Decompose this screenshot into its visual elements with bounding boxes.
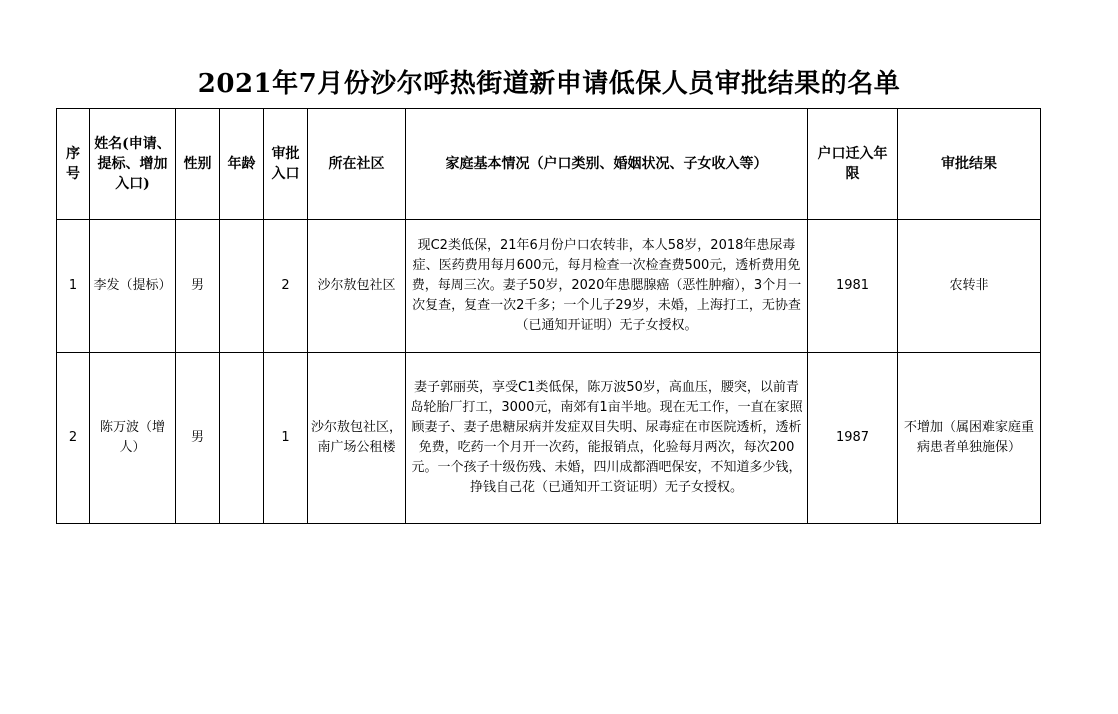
header-name: 姓名(申请、提标、增加入口): [90, 109, 176, 220]
cell-seq: 2: [57, 353, 90, 524]
cell-hukou-year: 1987: [808, 353, 898, 524]
page-title: 2021年7月份沙尔呼热街道新申请低保人员审批结果的名单: [197, 69, 901, 99]
header-family: 家庭基本情况（户口类别、婚姻状况、子女收入等）: [406, 109, 808, 220]
cell-community: 沙尔敖包社区: [308, 220, 406, 353]
header-community: 所在社区: [308, 109, 406, 220]
cell-age: [220, 353, 264, 524]
header-age: 年龄: [220, 109, 264, 220]
cell-family: 现C2类低保，21年6月份户口农转非，本人58岁，2018年患尿毒症、医药费用每月600元，每月检查一次检查费500元，透析费用免费，每周三次。妻子50岁，2020年患腮腺癌（恶性肿瘤），3个月一次复查，复查一次2千多；一个儿子29岁，未婚，上海打工，无协查（已通知开证明）无子女授权。: [406, 220, 808, 353]
cell-age: [220, 220, 264, 353]
header-seq: 序号: [57, 109, 90, 220]
cell-community: 沙尔敖包社区，南广场公租楼: [308, 353, 406, 524]
cell-approved-count: 1: [264, 353, 308, 524]
cell-name: 陈万波（增人）: [90, 353, 176, 524]
cell-name: 李发（提标）: [90, 220, 176, 353]
approval-results-table: [56, 108, 1041, 524]
header-approved-count: 审批入口: [264, 109, 308, 220]
cell-seq: 1: [57, 220, 90, 353]
header-hukou-year: 户口迁入年限: [808, 109, 898, 220]
cell-hukou-year: 1981: [808, 220, 898, 353]
table-header-row: [57, 109, 1041, 220]
cell-approved-count: 2: [264, 220, 308, 353]
header-gender: 性别: [176, 109, 220, 220]
cell-family: 妻子郭丽英，享受C1类低保，陈万波50岁，高血压，腰突，以前青岛轮胎厂打工，3000元，南郊有1亩半地。现在无工作，一直在家照顾妻子、妻子患糖尿病并发症双目失明、尿毒症在市医院透析，透析免费，吃药一个月开一次药，能报销点，化验每月两次，每次200元。一个孩子十级伤残、未婚，四川成都酒吧保安，不知道多少钱，挣钱自己花（已通知开工资证明）无子女授权。: [406, 353, 808, 524]
header-result: 审批结果: [898, 109, 1041, 220]
cell-result: 农转非: [898, 220, 1041, 353]
cell-gender: 男: [176, 220, 220, 353]
table-row: [57, 220, 1041, 353]
table-row: [57, 353, 1041, 524]
cell-result: 不增加（属困难家庭重病患者单独施保）: [898, 353, 1041, 524]
cell-gender: 男: [176, 353, 220, 524]
